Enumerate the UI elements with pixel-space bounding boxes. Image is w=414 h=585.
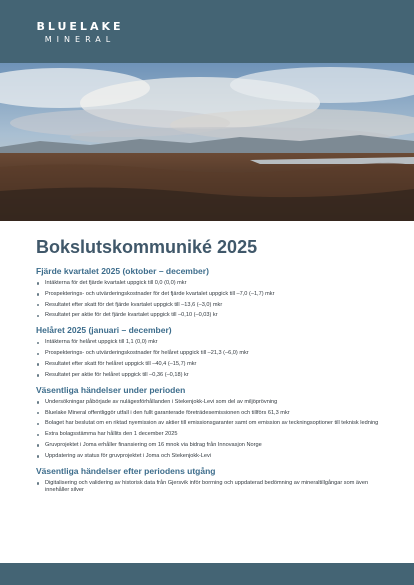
list-item: Resultatet per aktie för helåret uppgick till –0,36 (–0,18) kr <box>36 372 386 379</box>
list-events-period <box>36 399 386 460</box>
list-item: Bolaget har beslutat om en riktad nyemission av aktier till emissionsgaranter samt om emission av teckningsoptioner till teknisk ledning <box>36 420 386 427</box>
section-heading-events-period: Väsentliga händelser under perioden <box>36 384 186 395</box>
logo-wordmark-bottom: MINERAL <box>44 35 116 44</box>
list-item: Prospekterings- och utvärderingskostnader för det fjärde kvartalet uppgick till –7,0 (–1,7) mkr <box>36 291 386 298</box>
footer-bar <box>0 563 414 585</box>
landscape-icon <box>0 63 414 221</box>
logo-wordmark-top: BLUELAKE <box>36 20 124 33</box>
list-item: Resultatet efter skatt för det fjärde kvartalet uppgick till –13,6 (–3,0) mkr <box>36 302 386 309</box>
list-full-year <box>36 339 386 378</box>
list-item: Intäkterna för helåret uppgick till 1,1 (0,0) mkr <box>36 339 386 346</box>
list-item: Gruvprojektet i Joma erhåller finansiering om 16 mnok via bidrag från Innovasjon Norge <box>36 442 386 449</box>
landscape-photo <box>0 63 414 221</box>
list-item: Prospekterings- och utvärderingskostnader för helåret uppgick till –21,3 (–6,0) mkr <box>36 350 386 357</box>
section-heading-events-after: Väsentliga händelser efter periodens utgång <box>36 465 216 476</box>
list-item: Extra bolagsstämma har hållits den 1 december 2025 <box>36 431 386 438</box>
document-title: Bokslutskommuniké 2025 <box>36 237 258 257</box>
list-item: Intäkterna för det fjärde kvartalet uppgick till 0,0 (0,0) mkr <box>36 280 386 287</box>
company-logo <box>0 20 160 46</box>
list-item: Resultatet per aktie för det fjärde kvartalet uppgick till –0,10 (–0,03) kr <box>36 312 386 319</box>
list-item: Resultatet efter skatt för helåret uppgick till –40,4 (–15,7) mkr <box>36 361 386 368</box>
list-item: Bluelake Mineral offentliggör utfall i den fullt garanterade företrädesemissionen och tillförs 61,3 mkr <box>36 410 386 417</box>
list-item: Digitalisering och validering av historisk data från Gjersvik inför borrning och uppdaterad bedömning av mineraltillgångar som även innehåller silver <box>36 480 386 494</box>
section-heading-q4: Fjärde kvartalet 2025 (oktober – december) <box>36 266 209 276</box>
header-bar <box>0 0 414 63</box>
list-events-after <box>36 480 386 494</box>
list-item: Undersökningar påbörjade av nulägesförhållanden i Stekenjokk-Levi som del av miljöprövning <box>36 399 386 406</box>
document-body <box>36 236 386 498</box>
section-heading-full-year: Helåret 2025 (januari – december) <box>36 325 172 336</box>
list-item: Uppdatering av status för gruvprojektet i Joma och Stekenjokk-Levi <box>36 453 386 460</box>
list-q4 <box>36 280 386 319</box>
